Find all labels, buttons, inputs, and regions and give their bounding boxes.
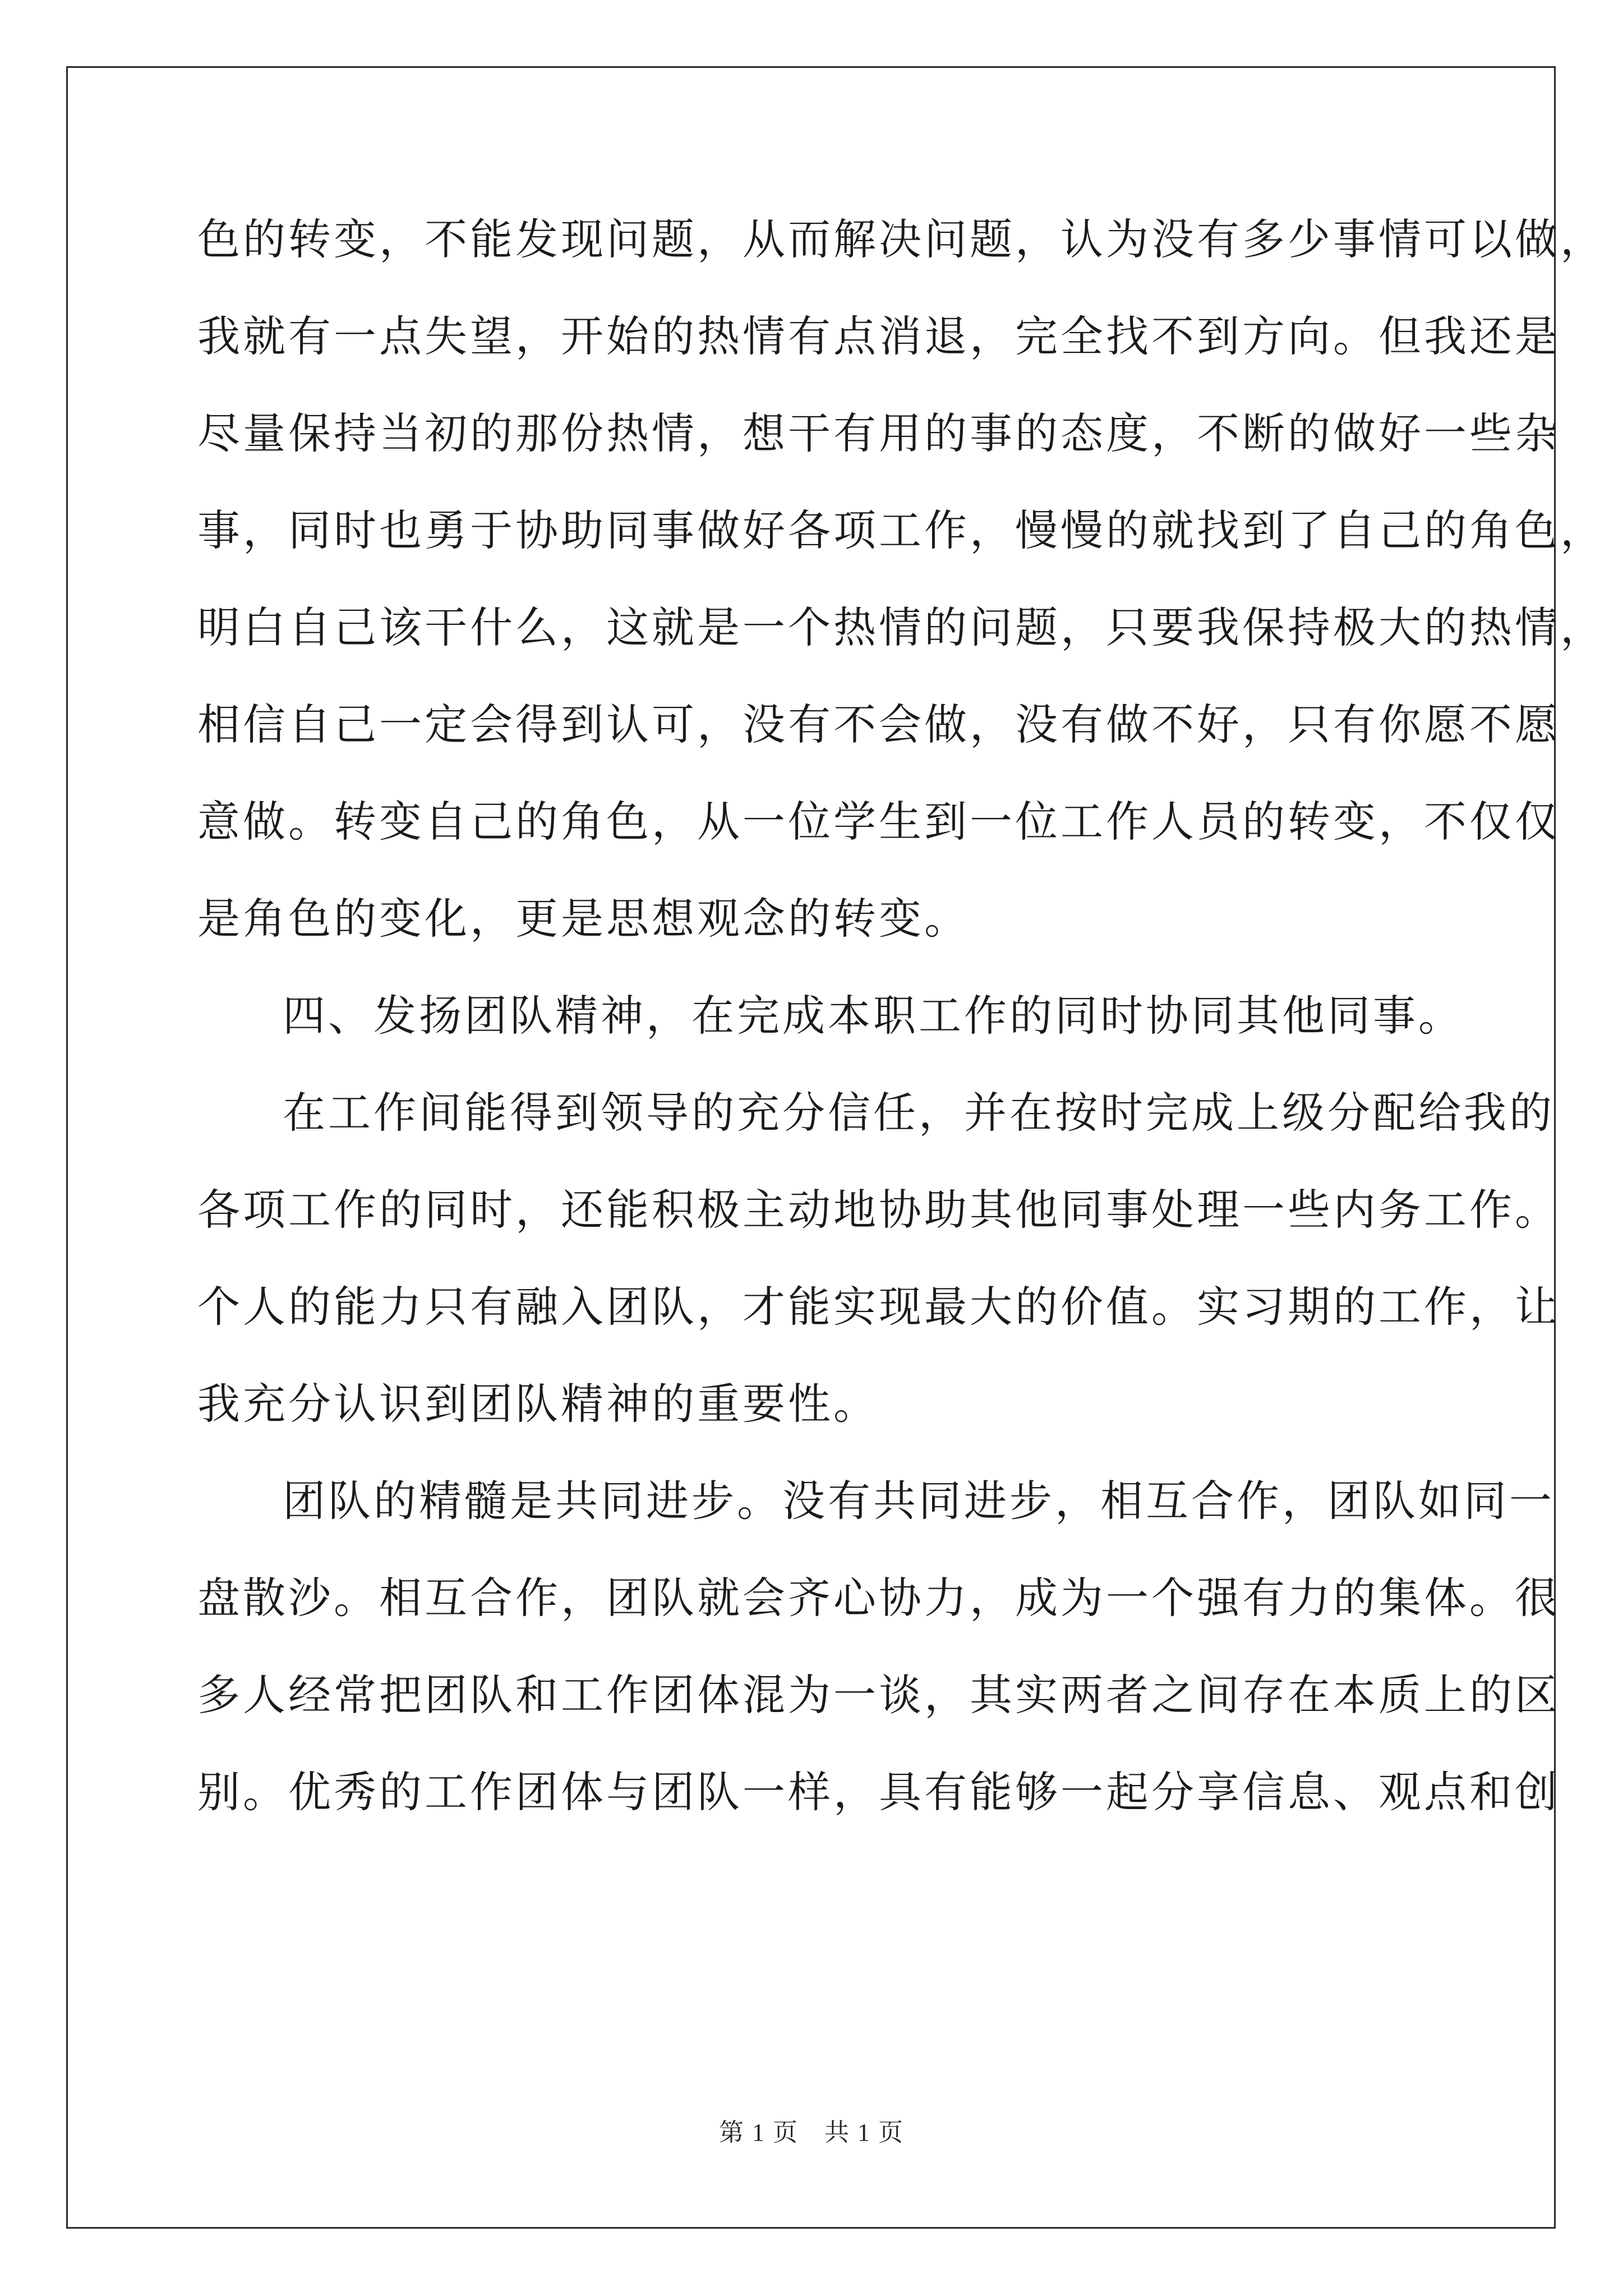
text-line: 别。优秀的工作团体与团队一样，具有能够一起分享信息、观点和创 <box>197 1767 1560 1817</box>
text-line: 事，同时也勇于协助同事做好各项工作，慢慢的就找到了自己的角色， <box>197 505 1606 555</box>
text-line: 各项工作的同时，还能积极主动地协助其他同事处理一些内务工作。 <box>197 1185 1560 1235</box>
paragraph-first-line: 在工作间能得到领导的充分信任，并在按时完成上级分配给我的 <box>283 1088 1555 1138</box>
text-line: 我就有一点失望，开始的热情有点消退，完全找不到方向。但我还是 <box>197 311 1560 361</box>
text-line: 是角色的变化，更是思想观念的转变。 <box>197 894 970 944</box>
text-line: 意做。转变自己的角色，从一位学生到一位工作人员的转变，不仅仅 <box>197 797 1560 846</box>
text-line: 色的转变，不能发现问题，从而解决问题，认为没有多少事情可以做， <box>197 214 1606 264</box>
document-body <box>197 191 1606 1841</box>
section-heading: 四、发扬团队精神，在完成本职工作的同时协同其他同事。 <box>283 991 1464 1041</box>
text-line: 相信自己一定会得到认可，没有不会做，没有做不好，只有你愿不愿 <box>197 700 1560 749</box>
paragraph-first-line: 团队的精髓是共同进步。没有共同进步，相互合作，团队如同一 <box>283 1476 1555 1526</box>
text-line: 尽量保持当初的那份热情，想干有用的事的态度，不断的做好一些杂 <box>197 408 1560 458</box>
text-line: 个人的能力只有融入团队，才能实现最大的价值。实习期的工作，让 <box>197 1282 1560 1332</box>
page-number-footer: 第 1 页 共 1 页 <box>719 2119 904 2146</box>
text-line: 盘散沙。相互合作，团队就会齐心协力，成为一个强有力的集体。很 <box>197 1573 1560 1623</box>
text-line: 我充分认识到团队精神的重要性。 <box>197 1379 879 1429</box>
text-line: 多人经常把团队和工作团体混为一谈，其实两者之间存在本质上的区 <box>197 1670 1560 1720</box>
text-line: 明白自己该干什么，这就是一个热情的问题，只要我保持极大的热情， <box>197 602 1606 652</box>
